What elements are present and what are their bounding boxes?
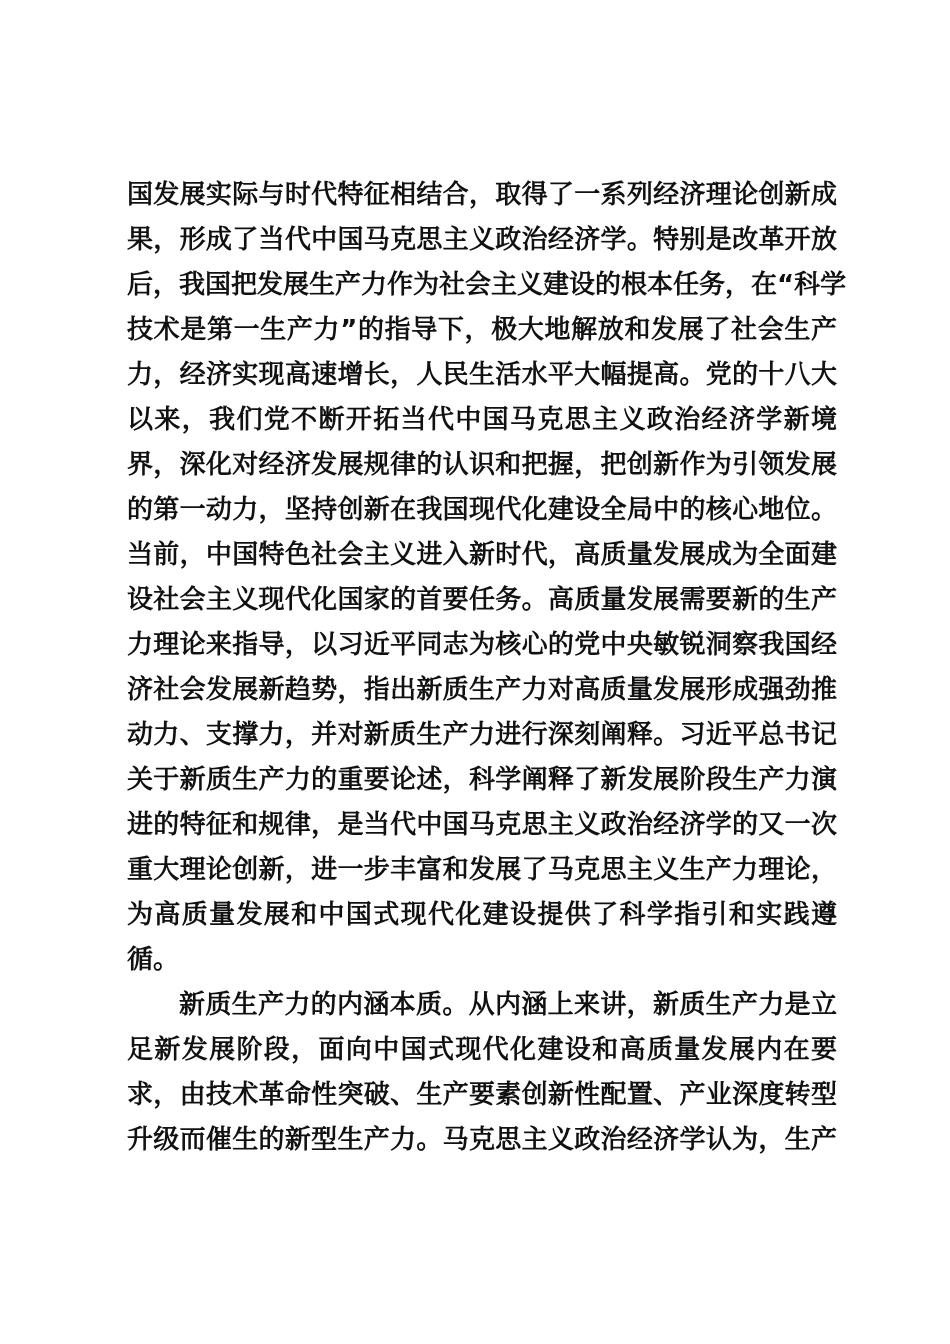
body-text: [127, 173, 847, 1163]
text-line: 的第一动力，坚持创新在我国现代化建设全局中的核心地位。: [127, 495, 837, 525]
text-line: 为高质量发展和中国式现代化建设提供了科学指引和实践遵: [127, 900, 837, 930]
text-line: 后，我国把发展生产力作为社会主义建设的根本任务，在“科学: [127, 270, 847, 300]
text-line: 升级而催生的新型生产力。马克思主义政治经济学认为，生产: [127, 1125, 837, 1155]
text-line: 以来，我们党不断开拓当代中国马克思主义政治经济学新境: [127, 405, 837, 435]
text-line: 动力、支撑力，并对新质生产力进行深刻阐释。习近平总书记: [127, 720, 837, 750]
text-line: 进的特征和规律，是当代中国马克思主义政治经济学的又一次: [127, 810, 837, 840]
text-line: 力理论来指导，以习近平同志为核心的党中央敏锐洞察我国经: [127, 630, 837, 660]
text-line: 界，深化对经济发展规律的认识和把握，把创新作为引领发展: [127, 450, 837, 480]
text-line: 足新发展阶段，面向中国式现代化建设和高质量发展内在要: [127, 1035, 837, 1065]
text-line: 关于新质生产力的重要论述，科学阐释了新发展阶段生产力演: [127, 765, 837, 795]
text-line: 求，由技术革命性突破、生产要素创新性配置、产业深度转型: [127, 1080, 837, 1110]
text-line: 技术是第一生产力”的指导下，极大地解放和发展了社会生产: [127, 315, 837, 345]
paragraph-2: [127, 983, 837, 1163]
text-line: 循。: [127, 945, 180, 975]
text-line: 设社会主义现代化国家的首要任务。高质量发展需要新的生产: [127, 585, 837, 615]
text-line: 国发展实际与时代特征相结合，取得了一系列经济理论创新成: [127, 180, 837, 210]
paragraph-1: [127, 173, 847, 983]
text-line: 果，形成了当代中国马克思主义政治经济学。特别是改革开放: [127, 225, 837, 255]
text-line: 力，经济实现高速增长，人民生活水平大幅提高。党的十八大: [127, 360, 837, 390]
text-line: 重大理论创新，进一步丰富和发展了马克思主义生产力理论，: [127, 855, 837, 885]
text-line: 济社会发展新趋势，指出新质生产力对高质量发展形成强劲推: [127, 675, 837, 705]
text-line: 当前，中国特色社会主义进入新时代，高质量发展成为全面建: [127, 540, 837, 570]
text-line: 新质生产力的内涵本质。从内涵上来讲，新质生产力是立: [179, 990, 837, 1020]
